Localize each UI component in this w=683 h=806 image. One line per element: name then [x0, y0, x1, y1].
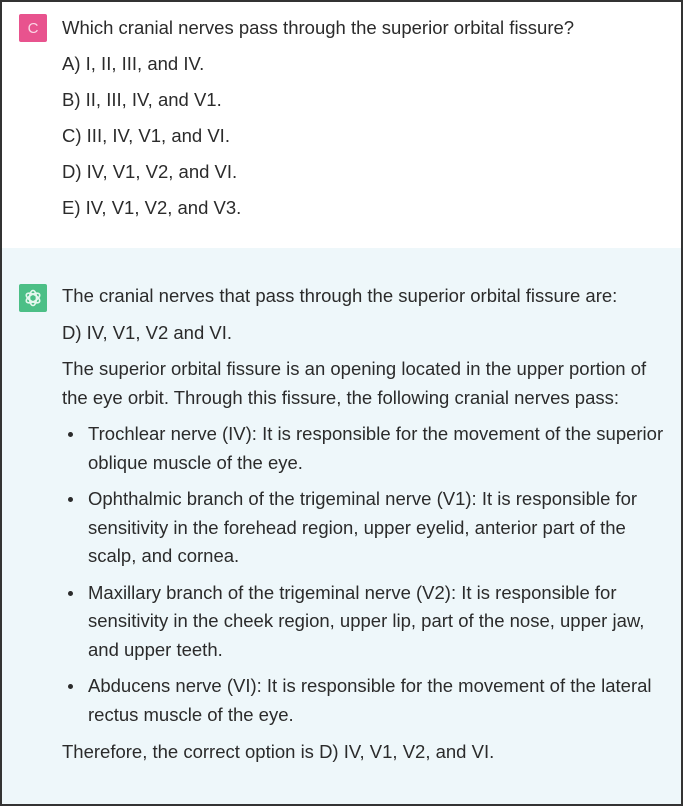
user-message [2, 2, 681, 246]
list-item: Maxillary branch of the trigeminal nerve (V2): It is responsible for sensitivity in the cheek region, upper lip, part of the nose, upper jaw, and upper teeth. [62, 579, 667, 665]
user-message-text [62, 14, 667, 223]
option-d: D) IV, V1, V2, and VI. [62, 161, 238, 182]
openai-logo-icon [19, 284, 47, 312]
list-item: Trochlear nerve (IV): It is responsible for the movement of the superior oblique muscle of the eye. [62, 420, 667, 477]
assistant-message [2, 248, 681, 804]
option-c: C) III, IV, V1, and VI. [62, 125, 230, 146]
question-text: Which cranial nerves pass through the superior orbital fissure? [62, 17, 575, 38]
option-a: A) I, II, III, and IV. [62, 53, 205, 74]
option-b: B) II, III, IV, and V1. [62, 89, 222, 110]
answer-text: D) IV, V1, V2 and VI. [62, 321, 233, 343]
explanation-text: The superior orbital fissure is an opening located in the upper portion of the eye orbit. Through this fissure, the following cranial nerves pass: [62, 358, 647, 408]
option-e: E) IV, V1, V2, and V3. [62, 197, 242, 218]
user-avatar: C [19, 14, 47, 42]
conclusion-text: Therefore, the correct option is D) IV, V1, V2, and VI. [62, 741, 495, 762]
intro-text: The cranial nerves that pass through the superior orbital fissure are: [62, 285, 618, 306]
list-item: Abducens nerve (VI): It is responsible for the movement of the lateral rectus muscle of the eye. [62, 672, 667, 729]
assistant-message-text [62, 282, 667, 775]
list-item: Ophthalmic branch of the trigeminal nerve (V1): It is responsible for sensitivity in the forehead region, upper eyelid, anterior part of the scalp, and cornea. [62, 485, 667, 571]
nerve-list [62, 420, 667, 729]
